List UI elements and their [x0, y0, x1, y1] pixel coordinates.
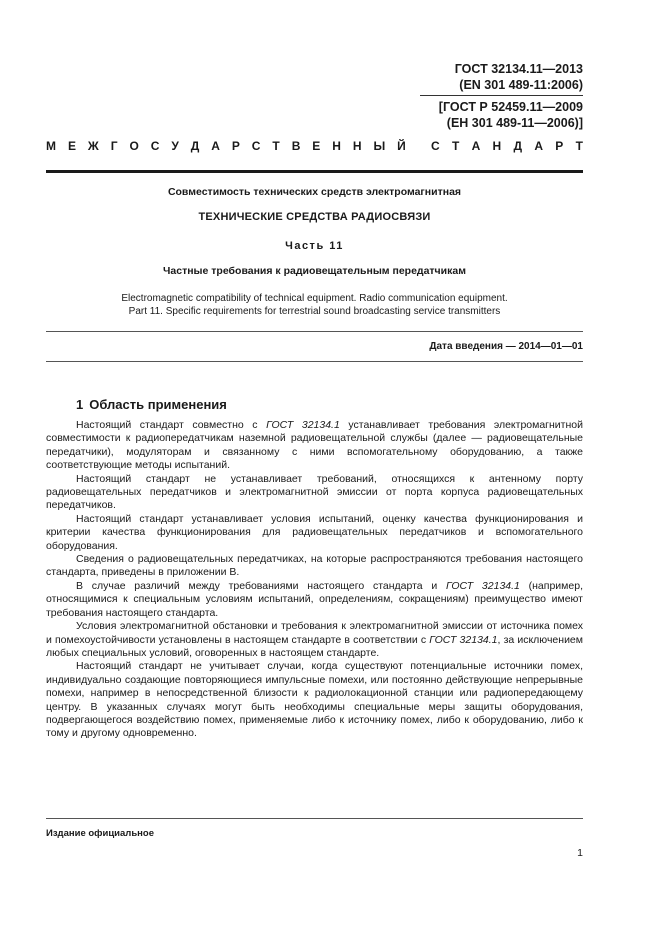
banner-letter: С	[251, 139, 261, 153]
title-divider-bottom	[46, 361, 583, 362]
banner-letter: Д	[190, 139, 200, 153]
paragraph: Условия электромагнитной обстановки и требования к электромагнитной эмиссии от источника помех и помехоустойчивости установлены в настоящем стандарте в соответствии с ГОСТ 32134.1, за исключением любых специальных условий, оговоренных в настоящем стандарте.	[46, 620, 583, 659]
title-main: ТЕХНИЧЕСКИЕ СРЕДСТВА РАДИОСВЯЗИ	[198, 211, 431, 223]
paragraph: Сведения о радиовещательных передатчиках, на которые распространяются требования настоящего стандарта, приведены в приложении В.	[46, 553, 583, 579]
replaced-standard-code-en: (ЕН 301 489-11—2006)]	[446, 116, 583, 130]
banner-letter: Т	[575, 139, 583, 153]
standard-code: ГОСТ 32134.11—2013	[454, 62, 583, 76]
title-part: Часть 11	[285, 240, 344, 252]
title-english	[46, 292, 583, 318]
reference: ГОСТ 32134.1	[429, 633, 498, 646]
banner-letter: С	[431, 139, 440, 153]
banner-letter: А	[211, 139, 220, 153]
paragraph: Настоящий стандарт не учитывает случаи, когда существуют потенциальные источники помех, индивидуально создающие повторяющиеся импульсные помехи, или постоянно действующие непрерывные помехи, например в непосредственной близости к радиолокационной станции или радиопередающему центру. В указанных случаях могут быть необходимы специальные меры защиты оборудования, подвергающегося воздействию помех, применяемые либо к источнику помех, либо к оборудованию, либо к тому и другому одновременно.	[46, 660, 583, 740]
banner-letter: Т	[272, 139, 280, 153]
banner-letter: В	[291, 139, 301, 153]
codes-divider	[420, 95, 583, 96]
title-english-line2: Part 11. Specific requirements for terrestrial sound broadcasting service transmitters	[128, 306, 501, 317]
banner-letter: Ы	[373, 139, 386, 153]
official-edition-label: Издание официальное	[46, 828, 154, 839]
title-english-line1: Electromagnetic compatibility of technical equipment. Radio communication equipment.	[121, 293, 508, 304]
header-divider	[46, 170, 583, 173]
standard-codes	[455, 61, 583, 93]
banner-letter: Г	[110, 139, 118, 153]
reference: ГОСТ 32134.1	[266, 419, 340, 431]
page-number: 1	[577, 847, 583, 859]
banner-letter: Р	[555, 139, 564, 153]
title-divider-top	[46, 331, 583, 332]
banner-letter: А	[471, 139, 481, 153]
interstate-word	[46, 139, 406, 153]
banner-letter: Н	[492, 139, 502, 153]
reference: ГОСТ 32134.1	[446, 579, 520, 592]
banner-letter: С	[150, 139, 160, 153]
banner-letter: Й	[397, 139, 406, 153]
banner-letter: А	[534, 139, 543, 153]
introduction-date: Дата введения — 2014—01—01	[429, 341, 583, 352]
banner-letter: Т	[451, 139, 460, 153]
interstate-standard-banner	[46, 139, 583, 153]
banner-letter: Е	[67, 139, 76, 153]
replaced-standard-codes	[439, 99, 583, 131]
banner-letter: М	[46, 139, 56, 153]
section-heading	[76, 397, 233, 412]
section-title: Область применения	[89, 397, 227, 412]
banner-letter: О	[129, 139, 139, 153]
standard-code-en: (EN 301 489-11:2006)	[459, 78, 583, 92]
banner-letter: Ж	[87, 139, 99, 153]
banner-letter: Д	[513, 139, 523, 153]
banner-letter: Е	[312, 139, 321, 153]
banner-letter: У	[171, 139, 179, 153]
replaced-standard-code: [ГОСТ Р 52459.11—2009	[438, 100, 583, 114]
title-general: Совместимость технических средств электромагнитная	[167, 186, 462, 198]
banner-letter: Н	[332, 139, 341, 153]
paragraph: Настоящий стандарт устанавливает условия испытаний, оценку качества функционирования и критерии качества функционирования для радиовещательных передатчиков и вспомогательного оборудования.	[46, 512, 583, 552]
paragraph: В случае различий между требованиями настоящего стандарта и ГОСТ 32134.1 (например, относящимися к специальным условиям испытаний, определениям, сокращениям) преимущество имеют требования настоящего стандарта.	[46, 579, 583, 619]
banner-letter: Н	[352, 139, 362, 153]
footer-divider	[46, 818, 583, 819]
section-body	[46, 419, 583, 741]
section-number: 1	[76, 397, 84, 412]
standard-word	[431, 139, 583, 153]
paragraph: Настоящий стандарт совместно с ГОСТ 32134.1 устанавливает требования электромагнитной совместимости к радиопередатчикам наземной радиовещательной службы (далее — радиовещательные передатчики), модуляторам и связанному с ними вспомогательному оборудованию, а также соответствующие методы испытаний.	[46, 419, 583, 472]
banner-letter: Р	[231, 139, 240, 153]
paragraph: Настоящий стандарт не устанавливает требований, относящихся к антенному порту радиовещательных передатчиков и электромагнитной эмиссии от порта корпуса радиовещательных передатчиков.	[46, 472, 583, 512]
title-specific: Частные требования к радиовещательным передатчикам	[163, 265, 466, 277]
